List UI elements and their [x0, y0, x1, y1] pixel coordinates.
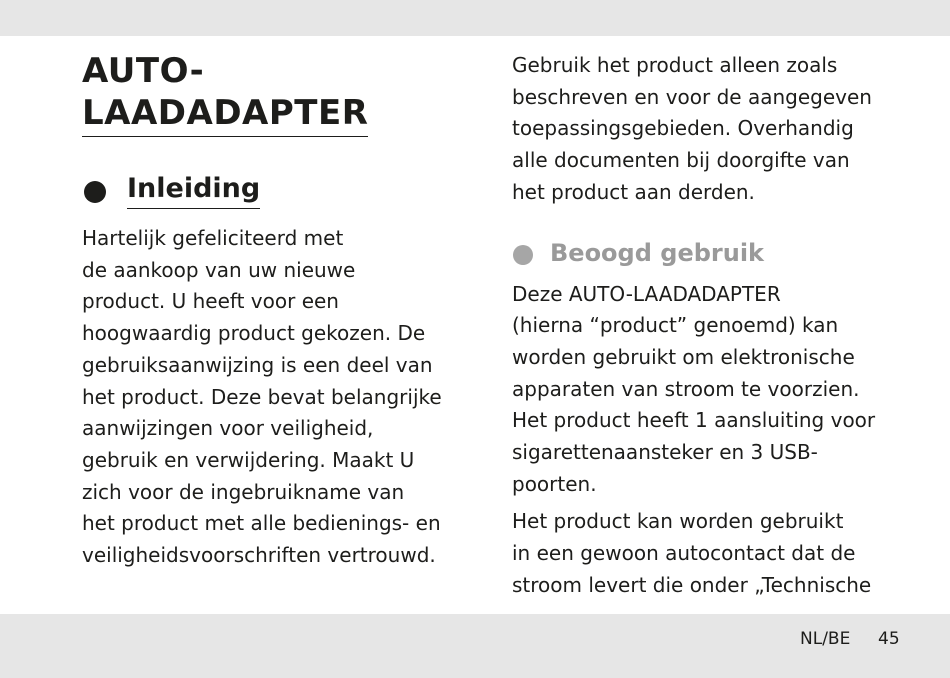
bullet-dot-icon [513, 245, 533, 265]
page-number: 45 [878, 629, 900, 649]
text-line: Hartelijk gefeliciteerd met [82, 226, 344, 250]
right-column [512, 50, 922, 602]
text-line: de aankoop van uw nieuwe [82, 257, 356, 282]
section-heading-beoogd-gebruik [512, 237, 922, 273]
intended-use-paragraph-1 [512, 279, 922, 501]
title-line-2: LAADADAPTER [82, 93, 369, 133]
section-heading-inleiding [82, 171, 482, 211]
text-line: poorten. [512, 471, 597, 496]
text-line: alle documenten bij doorgifte van [512, 148, 850, 173]
text-line: product. U heeft voor een [82, 289, 339, 314]
text-line: gebruiksaanwijzing is een deel van [82, 352, 433, 377]
text-line: (hierna “product” genoemd) kan [512, 313, 839, 338]
intended-use-paragraph-2 [512, 506, 922, 601]
title-line-1: AUTO- [82, 51, 205, 91]
text-line: stroom levert die onder „Technische [512, 572, 872, 597]
text-line: toepassingsgebieden. Overhandig [512, 116, 854, 141]
usage-note-paragraph [512, 50, 922, 209]
section-heading-label: Beoogd gebruik [550, 238, 765, 267]
left-column [82, 50, 482, 572]
top-band [0, 0, 950, 36]
text-line: in een gewoon autocontact dat de [512, 541, 856, 566]
text-line: hoogwaardig product gekozen. De [82, 321, 426, 346]
footer-language-code: NL/BE [800, 629, 851, 649]
text-line: Gebruik het product alleen zoals [512, 53, 838, 77]
text-line: Het product heeft 1 aansluiting voor [512, 408, 876, 433]
document-title [82, 50, 368, 137]
text-line: sigarettenaansteker en 3 USB- [512, 440, 818, 465]
text-line: het product met alle bedienings- en [82, 511, 441, 536]
text-line: het product aan derden. [512, 179, 755, 204]
bullet-dot-icon [84, 181, 106, 203]
text-line: apparaten van stroom te voorzien. [512, 376, 860, 401]
text-line: veiligheidsvoorschriften vertrouwd. [82, 543, 436, 568]
text-line: aanwijzingen voor veiligheid, [82, 416, 374, 441]
text-line: zich voor de ingebruikname van [82, 479, 405, 504]
intro-paragraph [82, 223, 482, 572]
text-line: Deze AUTO-LAADADAPTER [512, 281, 781, 306]
text-line: het product. Deze bevat belangrijke [82, 384, 442, 409]
text-line: gebruik en verwijdering. Maakt U [82, 447, 415, 472]
text-line: Het product kan worden gebruikt [512, 509, 844, 534]
text-line: worden gebruikt om elektronische [512, 344, 855, 369]
section-heading-label: Inleiding [127, 171, 260, 209]
text-line: beschreven en voor de aangegeven [512, 84, 872, 109]
